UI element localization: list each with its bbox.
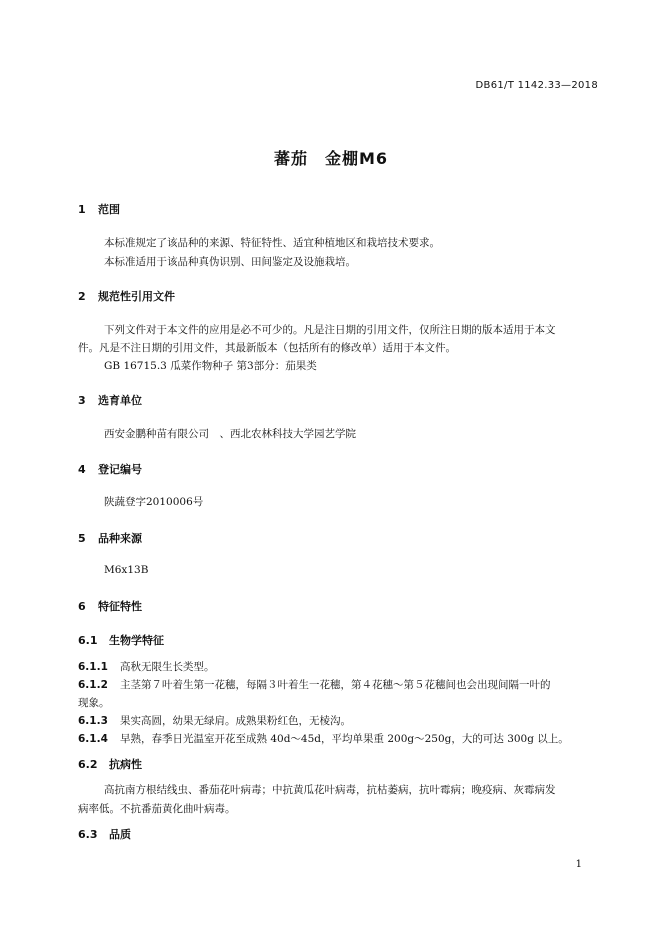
section-6-3-heading — [78, 826, 131, 842]
section-number: 6.1 — [78, 634, 98, 647]
section-number: 6 — [78, 600, 86, 613]
section-3-heading — [78, 392, 142, 408]
section-6-heading — [78, 598, 142, 614]
section-5-heading — [78, 530, 142, 546]
section-1-heading — [78, 201, 120, 217]
clause-6-1-1 — [78, 659, 215, 674]
document-title: 蕃茄 金棚M6 — [273, 149, 389, 168]
section-title: 生物学特征 — [109, 634, 164, 647]
clause-number: 6.1.2 — [78, 679, 108, 691]
paragraph: 陕蔬登字2010006号 — [104, 496, 204, 508]
paragraph: M6x13B — [104, 564, 149, 576]
section-title: 选育单位 — [98, 394, 142, 407]
section-title: 品种来源 — [98, 532, 142, 545]
paragraph: 本标准适用于该品种真伪识别、田间鉴定及设施栽培。 — [104, 256, 356, 268]
paragraph: 下列文件对于本文件的应用是必不可少的。凡是注日期的引用文件，仅所注日期的版本适用于本文 — [104, 324, 556, 336]
section-title: 范围 — [98, 203, 120, 216]
section-number: 2 — [78, 290, 86, 303]
clause-text: 主茎第７叶着生第一花穗，每隔３叶着生一花穗，第４花穗～第５花穗间也会出现间隔一叶的 — [120, 679, 551, 691]
clause-continued: 现象。 — [78, 697, 110, 709]
section-number: 5 — [78, 532, 86, 545]
section-number: 4 — [78, 463, 86, 476]
clause-text: 果实高圆，幼果无绿肩。成熟果粉红色，无棱沟。 — [120, 715, 351, 727]
clause-6-1-3 — [78, 713, 351, 728]
clause-number: 6.1.4 — [78, 733, 108, 745]
section-4-heading — [78, 461, 142, 477]
section-title: 抗病性 — [109, 758, 142, 771]
paragraph: 本标准规定了该品种的来源、特征特性、适宜种植地区和栽培技术要求。 — [104, 237, 440, 249]
page-number: 1 — [575, 859, 582, 870]
section-number: 6.3 — [78, 828, 98, 841]
section-title: 特征特性 — [98, 600, 142, 613]
paragraph: 西安金鹏种苗有限公司 、西北农林科技大学园艺学院 — [104, 428, 356, 440]
clause-6-1-4 — [78, 731, 569, 746]
document-code: DB61/T 1142.33—2018 — [475, 80, 598, 91]
paragraph: 高抗南方根结线虫、番茄花叶病毒；中抗黄瓜花叶病毒，抗枯萎病，抗叶霉病；晚疫病、灰霉病发 — [104, 784, 556, 796]
section-number: 3 — [78, 394, 86, 407]
paragraph-continued: 件。凡是不注日期的引用文件，其最新版本（包括所有的修改单）适用于本文件。 — [78, 342, 456, 354]
normative-reference: GB 16715.3 瓜菜作物种子 第3部分：茄果类 — [104, 360, 317, 372]
clause-number: 6.1.3 — [78, 715, 108, 727]
section-number: 1 — [78, 203, 86, 216]
clause-text: 高秋无限生长类型。 — [120, 661, 215, 673]
section-number: 6.2 — [78, 758, 98, 771]
section-6-2-heading — [78, 756, 142, 772]
clause-6-1-2 — [78, 677, 551, 692]
clause-number: 6.1.1 — [78, 661, 108, 673]
section-title: 品质 — [109, 828, 131, 841]
section-2-heading — [78, 288, 175, 304]
section-title: 登记编号 — [98, 463, 142, 476]
section-title: 规范性引用文件 — [98, 290, 175, 303]
paragraph-continued: 病率低。不抗番茄黄化曲叶病毒。 — [78, 803, 236, 815]
clause-text: 早熟，春季日光温室开花至成熟 40d～45d，平均单果重 200g～250g，大的可达 300g 以上。 — [120, 733, 569, 745]
section-6-1-heading — [78, 632, 164, 648]
